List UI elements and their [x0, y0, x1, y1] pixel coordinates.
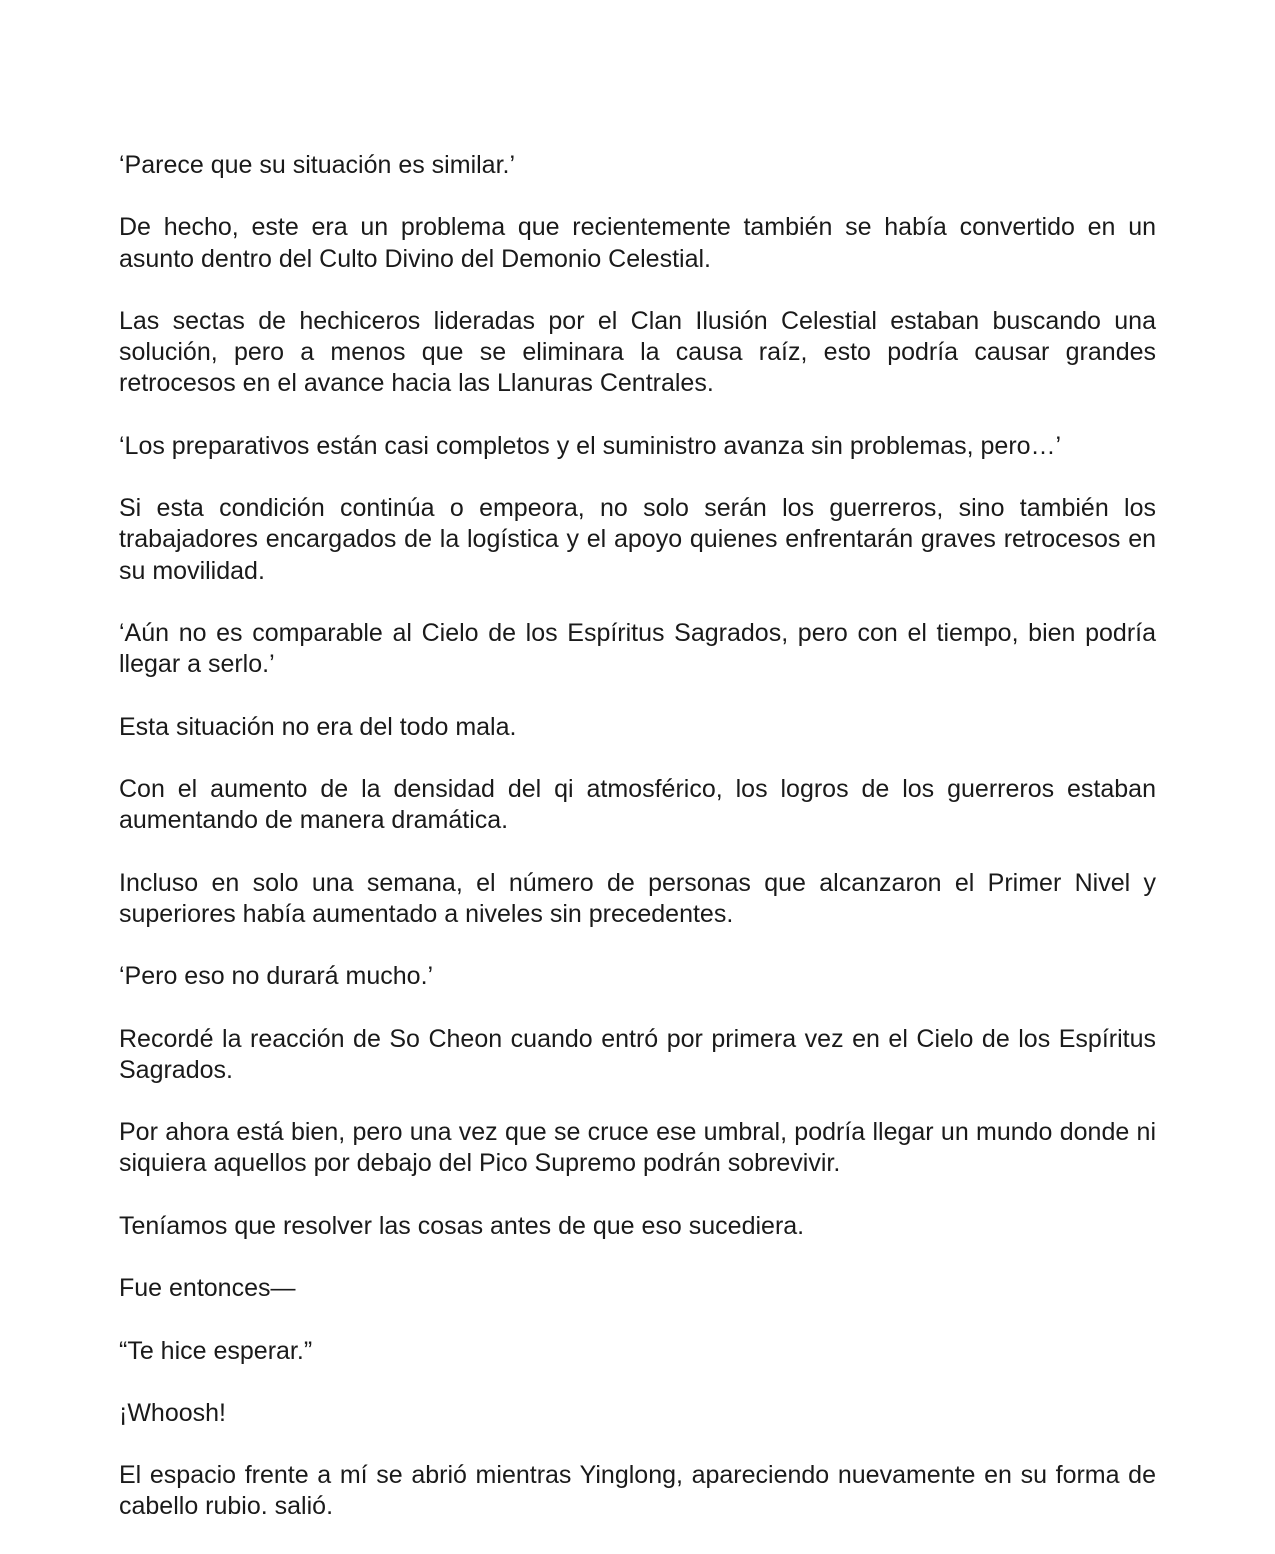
paragraph: El espacio frente a mí se abrió mientras Yinglong, apareciendo nuevamente en su forma de cabello rubio. salió. [119, 1461, 1156, 1521]
paragraph: ‘Aún no es comparable al Cielo de los Espíritus Sagrados, pero con el tiempo, bien podría llegar a serlo.’ [119, 618, 1156, 679]
paragraph: “Te hice esperar.” [119, 1336, 313, 1365]
paragraph: Recordé la reacción de So Cheon cuando entró por primera vez en el Cielo de los Espíritus Sagrados. [119, 1024, 1156, 1084]
paragraph: Si esta condición continúa o empeora, no solo serán los guerreros, sino también los trabajadores encargados de la logística y el apoyo quienes enfrentarán graves retrocesos en su movilidad. [119, 494, 1156, 585]
document-page [119, 150, 1156, 1554]
paragraph: Fue entonces— [119, 1274, 296, 1303]
paragraph: De hecho, este era un problema que recientemente también se había convertido en un asunto dentro del Culto Divino del Demonio Celestial. [119, 213, 1156, 273]
paragraph: ‘Los preparativos están casi completos y el suministro avanza sin problemas, pero…’ [119, 431, 1062, 460]
paragraph: Teníamos que resolver las cosas antes de que eso sucediera. [119, 1211, 805, 1240]
paragraph: ‘Pero eso no durará mucho.’ [119, 962, 434, 991]
paragraph: ‘Parece que su situación es similar.’ [119, 151, 516, 179]
paragraph: Esta situación no era del todo mala. [119, 712, 517, 741]
paragraph: Por ahora está bien, pero una vez que se cruce ese umbral, podría llegar un mundo donde ni siquiera aquellos por debajo del Pico Supremo podrán sobrevivir. [119, 1118, 1156, 1178]
paragraph: Con el aumento de la densidad del qi atmosférico, los logros de los guerreros estaban aumentando de manera dramática. [119, 774, 1156, 835]
paragraph: Las sectas de hechiceros lideradas por el Clan Ilusión Celestial estaban buscando una solución, pero a menos que se eliminara la causa raíz, esto podría causar grandes retrocesos en el avance hacia las Llanuras Centrales. [119, 306, 1156, 398]
paragraph: Incluso en solo una semana, el número de personas que alcanzaron el Primer Nivel y superiores había aumentado a niveles sin precedentes. [119, 868, 1156, 928]
paragraph: ¡Whoosh! [119, 1398, 226, 1427]
